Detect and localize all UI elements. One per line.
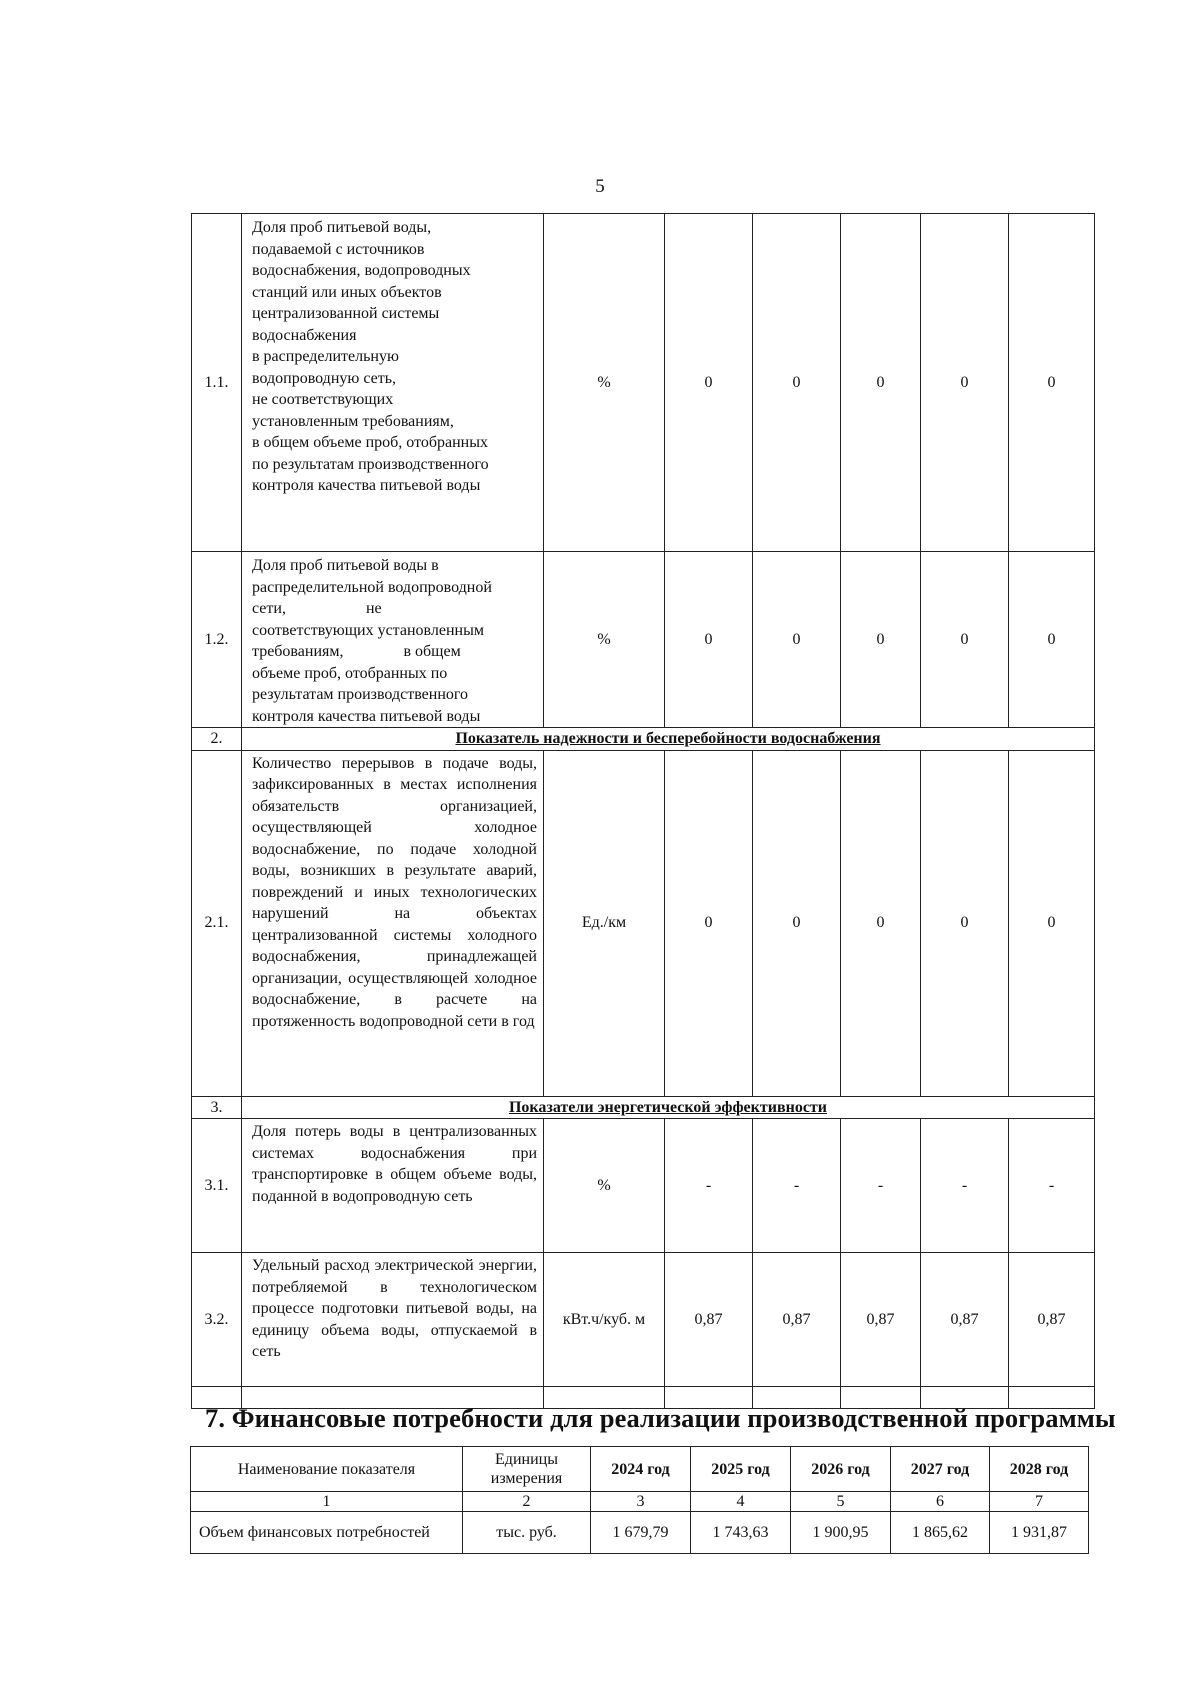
column-number: 4 xyxy=(691,1492,791,1512)
value-cell: - xyxy=(665,1119,753,1253)
indicator-description: Количество перерывов в подаче воды, зафиксированных в местах исполнения обязательств организацией, осуществляющей холодное водоснабжение, по подаче холодной воды, возникших в результате аварий, повреждений и иных технологических нарушений на объектах централизованной системы холодного водоснабжения, принадлежащей организации, осуществляющей холодное водоснабжение, в расчете на протяженность водопроводной сети в год xyxy=(242,750,544,1096)
column-number: 7 xyxy=(990,1492,1089,1512)
value-cell: 1 865,62 xyxy=(891,1512,990,1554)
row-number: 2.1. xyxy=(192,750,242,1096)
section-row xyxy=(192,728,1095,751)
column-number: 3 xyxy=(591,1492,691,1512)
section-number: 2. xyxy=(192,728,242,751)
value-cell: 0 xyxy=(665,750,753,1096)
header-row xyxy=(191,1447,1089,1492)
value-cell: 0 xyxy=(665,552,753,728)
value-cell: 0,87 xyxy=(1009,1253,1095,1387)
column-header: Единицы измерения xyxy=(463,1447,591,1492)
section-number: 3. xyxy=(192,1096,242,1119)
table-row xyxy=(192,552,1095,728)
value-cell: - xyxy=(1009,1119,1095,1253)
column-number: 6 xyxy=(891,1492,990,1512)
row-number: 1.2. xyxy=(192,552,242,728)
value-cell: 1 679,79 xyxy=(591,1512,691,1554)
value-cell: 1 743,63 xyxy=(691,1512,791,1554)
indicators-table xyxy=(191,213,1095,1409)
table-row xyxy=(191,1512,1089,1554)
section-title: Показатель надежности и бесперебойности водоснабжения xyxy=(242,728,1095,751)
value-cell: 0 xyxy=(921,214,1009,552)
table-row xyxy=(192,750,1095,1096)
column-header: 2028 год xyxy=(990,1447,1089,1492)
value-cell: 0,87 xyxy=(753,1253,841,1387)
value-cell: 0 xyxy=(1009,552,1095,728)
unit-cell: % xyxy=(544,1119,665,1253)
value-cell: 0 xyxy=(841,552,921,728)
value-cell: 0 xyxy=(753,552,841,728)
table-row xyxy=(192,214,1095,552)
value-cell: 0 xyxy=(921,552,1009,728)
indicator-description: Удельный расход электрической энергии, потребляемой в технологическом процессе подготовки питьевой воды, на единицу объема воды, отпускаемой в сеть xyxy=(242,1253,544,1387)
column-number: 1 xyxy=(191,1492,463,1512)
column-header: Наименование показателя xyxy=(191,1447,463,1492)
section-row xyxy=(192,1096,1095,1119)
number-row xyxy=(191,1492,1089,1512)
column-number: 5 xyxy=(791,1492,891,1512)
row-number: 3.2. xyxy=(192,1253,242,1387)
row-number: 3.1. xyxy=(192,1119,242,1253)
value-cell: 1 900,95 xyxy=(791,1512,891,1554)
unit-cell: тыс. руб. xyxy=(463,1512,591,1554)
table-row xyxy=(192,1253,1095,1387)
value-cell: 0 xyxy=(753,750,841,1096)
value-cell: - xyxy=(753,1119,841,1253)
unit-cell: кВт.ч/куб. м xyxy=(544,1253,665,1387)
value-cell: 1 931,87 xyxy=(990,1512,1089,1554)
value-cell: - xyxy=(841,1119,921,1253)
value-cell: 0 xyxy=(665,214,753,552)
indicator-description: Доля проб питьевой воды, подаваемой с источников водоснабжения, водопроводных станций или иных объектов централизованной системы водоснабжения в распределительную водопроводную сеть, не соответствующих установленным требованиям, в общем объеме проб, отобранных по результатам производственного контроля качества питьевой воды xyxy=(242,214,544,552)
value-cell: 0,87 xyxy=(665,1253,753,1387)
column-header: 2025 год xyxy=(691,1447,791,1492)
column-header: 2027 год xyxy=(891,1447,990,1492)
column-number: 2 xyxy=(463,1492,591,1512)
page-number: 5 xyxy=(595,176,605,197)
table-row xyxy=(192,1119,1095,1253)
value-cell: 0 xyxy=(1009,750,1095,1096)
financial-needs-table xyxy=(190,1446,1089,1554)
indicator-description: Доля потерь воды в централизованных системах водоснабжения при транспортировке в общем объеме воды, поданной в водопроводную сеть xyxy=(242,1119,544,1253)
value-cell: 0,87 xyxy=(921,1253,1009,1387)
indicator-name: Объем финансовых потребностей xyxy=(191,1512,463,1554)
indicator-description: Доля проб питьевой воды в распределительной водопроводной сети, не соответствующих установленным требованиям, в общем объеме проб, отобранных по результатам производственного контроля качества питьевой воды xyxy=(242,552,544,728)
value-cell: 0 xyxy=(1009,214,1095,552)
column-header: 2024 год xyxy=(591,1447,691,1492)
value-cell: 0 xyxy=(841,750,921,1096)
unit-cell: Ед./км xyxy=(544,750,665,1096)
unit-cell: % xyxy=(544,552,665,728)
value-cell: 0,87 xyxy=(841,1253,921,1387)
section-title: Показатели энергетической эффективности xyxy=(242,1096,1095,1119)
unit-cell: % xyxy=(544,214,665,552)
section-7-title: 7. Финансовые потребности для реализации производственной программы xyxy=(205,1403,1116,1433)
value-cell: 0 xyxy=(753,214,841,552)
value-cell: 0 xyxy=(841,214,921,552)
value-cell: 0 xyxy=(921,750,1009,1096)
row-number: 1.1. xyxy=(192,214,242,552)
value-cell: - xyxy=(921,1119,1009,1253)
column-header: 2026 год xyxy=(791,1447,891,1492)
